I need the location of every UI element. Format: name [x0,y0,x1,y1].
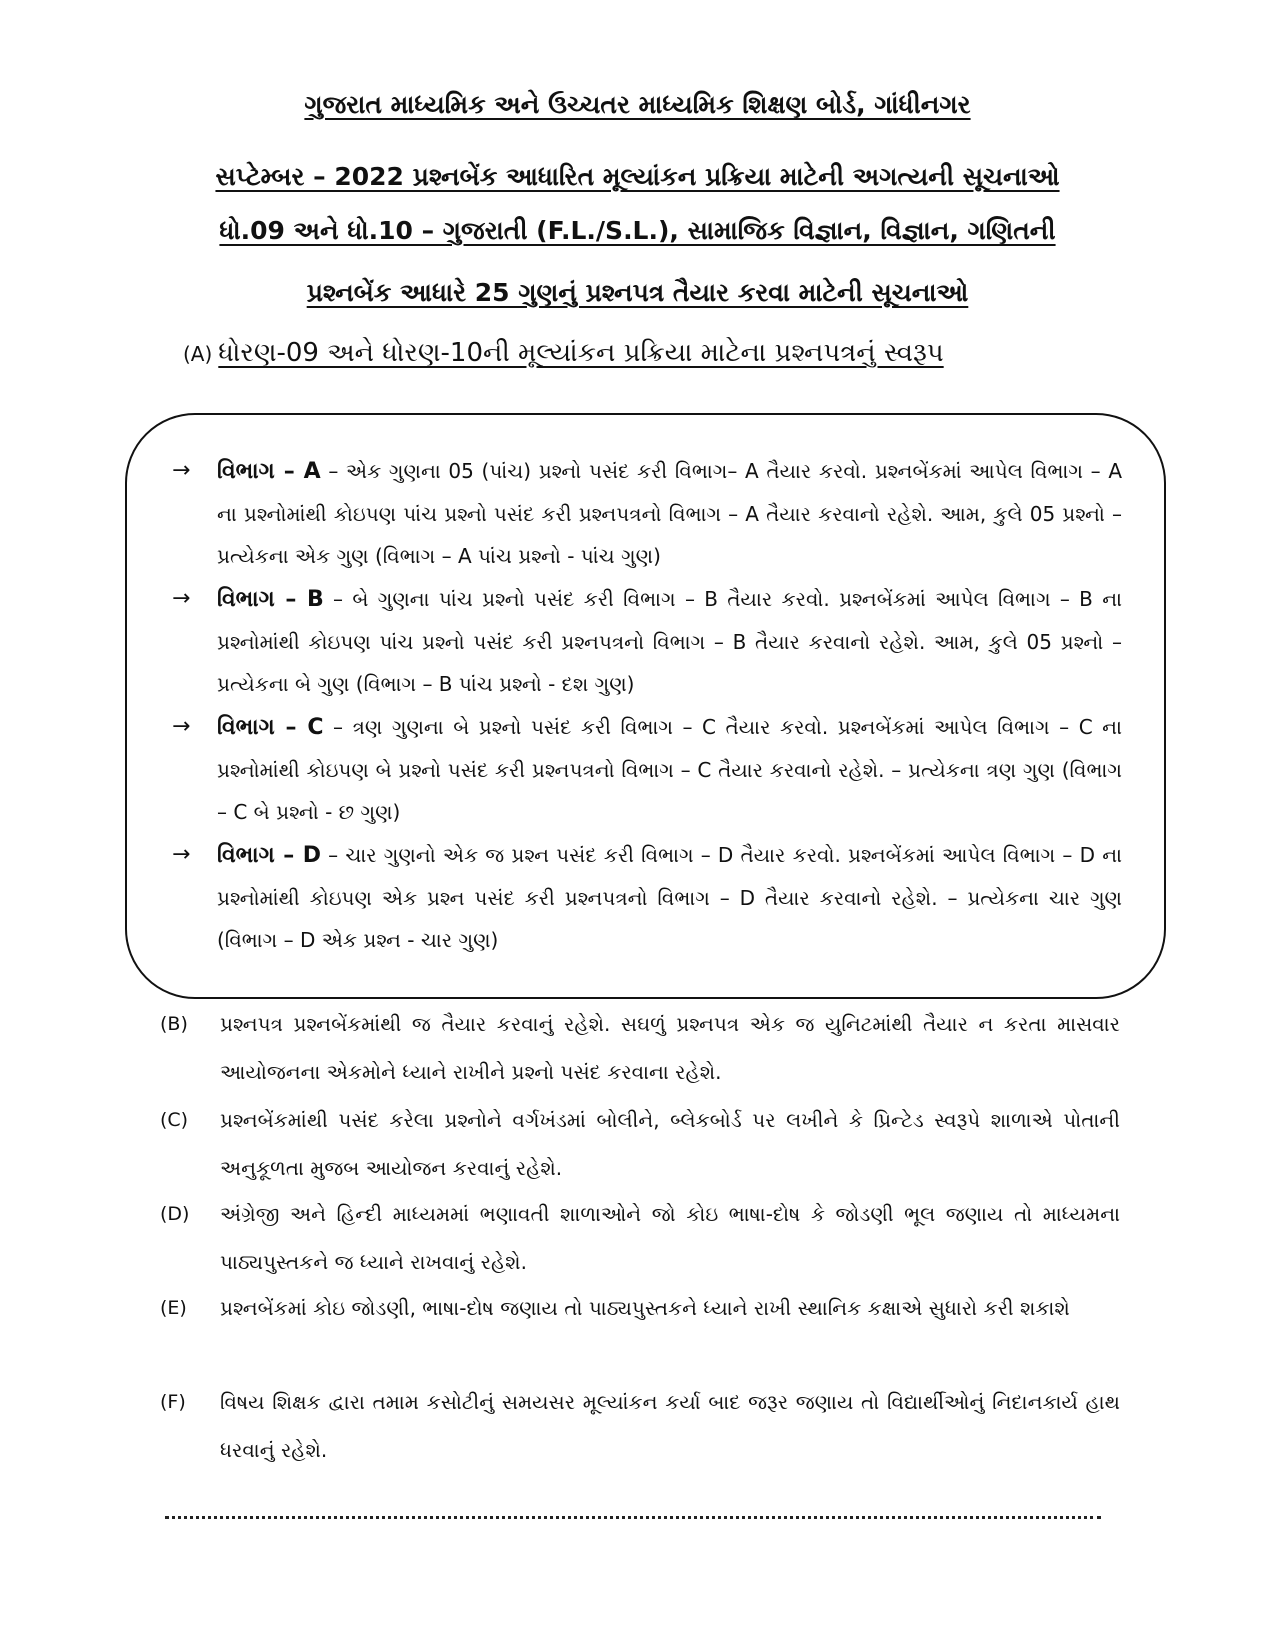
note-label: (B) [160,1013,188,1035]
bullet-vibhag-c [172,706,1122,833]
board-heading-text: ગુજરાત માધ્યમિક અને ઉચ્ચતર માધ્યમિક શિક્ષણ બોર્ડ, ગાંધીનગર [304,90,971,119]
bullet-text: – ત્રણ ગુણના બે પ્રશ્નો પસંદ કરી વિભાગ – C તૈયાર કરવો. પ્રશ્નબેંકમાં આપેલ વિભાગ – C ના પ્રશ્નોમાંથી કોઇપણ બે પ્રશ્નો પસંદ કરી પ્રશ્નપત્રનો વિભાગ – C તૈયાર કરવાનો રહેશે. – પ્રત્યેકના ત્રણ ગુણ (વિભાગ – C બે પ્રશ્નો - છ ગુણ) [217,715,1122,824]
title-line-2 [0,160,1275,194]
note-text: વિષય શિક્ષક દ્વારા તમામ કસોટીનું સમયસર મૂલ્યાંકન કર્યા બાદ જરૂર જણાય તો વિદ્યાર્થીઓનું નિદાનકાર્ય હાથ ધરવાનું રહેશે. [220,1390,1120,1462]
bullet-head: વિભાગ – D [217,843,321,868]
note-label: (C) [160,1109,189,1131]
bullet-content [217,834,1122,961]
note-text: અંગ્રેજી અને હિન્દી માધ્યમમાં ભણાવતી શાળાઓને જો કોઇ ભાષા-દોષ કે જોડણી ભૂલ જણાય તો માધ્યમના પાઠ્યપુસ્તકને જ ધ્યાને રાખવાનું રહેશે. [220,1202,1120,1274]
arrow-icon: → [172,842,191,867]
note-label: (D) [160,1203,190,1225]
title-line-3 [0,214,1275,248]
bullet-vibhag-b [172,578,1122,705]
title-line-3-text: ધો.09 અને ધો.10 – ગુજરાતી (F.L./S.L.), સામાજિક વિજ્ઞાન, વિજ્ઞાન, ગણિતની [219,216,1056,245]
note-d [160,1190,1120,1286]
section-a-heading [183,335,944,372]
section-a-title: ધોરણ-09 અને ધોરણ-10ની મૂલ્યાંકન પ્રક્રિયા માટેના પ્રશ્નપત્રનું સ્વરૂપ [218,338,944,368]
bullet-vibhag-a [172,450,1122,577]
board-heading [0,88,1275,122]
bullet-head: વિભાગ – A [217,459,321,484]
arrow-icon: → [172,714,191,739]
note-label: (E) [160,1297,187,1319]
bullet-content [217,578,1122,705]
bullet-content [217,706,1122,833]
dotted-divider [165,1516,1101,1519]
title-line-4 [0,276,1275,310]
bullet-content [217,450,1122,577]
bullet-text: – એક ગુણના 05 (પાંચ) પ્રશ્નો પસંદ કરી વિભાગ– A તૈયાર કરવો. પ્રશ્નબેંકમાં આપેલ વિભાગ – A ના પ્રશ્નોમાંથી કોઇપણ પાંચ પ્રશ્નો પસંદ કરી પ્રશ્નપત્રનો વિભાગ – A તૈયાર કરવાનો રહેશે. આમ, કુલે 05 પ્રશ્નો – પ્રત્યેકના એક ગુણ (વિભાગ – A પાંચ પ્રશ્નો - પાંચ ગુણ) [217,459,1123,568]
note-b [160,1000,1120,1096]
title-line-4-text: પ્રશ્નબેંક આધારે 25 ગુણનું પ્રશ્નપત્ર તૈયાર કરવા માટેની સૂચનાઓ [306,278,969,307]
note-text: પ્રશ્નપત્ર પ્રશ્નબેંકમાંથી જ તૈયાર કરવાનું રહેશે. સઘળું પ્રશ્નપત્ર એક જ યુનિટમાંથી તૈયાર ન કરતા માસવાર આયોજનના એકમોને ધ્યાને રાખીને પ્રશ્નો પસંદ કરવાના રહેશે. [220,1012,1120,1084]
bullet-text: – બે ગુણના પાંચ પ્રશ્નો પસંદ કરી વિભાગ – B તૈયાર કરવો. પ્રશ્નબેંકમાં આપેલ વિભાગ – B ના પ્રશ્નોમાંથી કોઇપણ પાંચ પ્રશ્નો પસંદ કરી પ્રશ્નપત્રનો વિભાગ – B તૈયાર કરવાનો રહેશે. આમ, કુલે 05 પ્રશ્નો – પ્રત્યેકના બે ગુણ (વિભાગ – B પાંચ પ્રશ્નો - દશ ગુણ) [217,587,1122,696]
bullet-text: – ચાર ગુણનો એક જ પ્રશ્ન પસંદ કરી વિભાગ – D તૈયાર કરવો. પ્રશ્નબેંકમાં આપેલ વિભાગ – D ના પ્રશ્નોમાંથી કોઇપણ એક પ્રશ્ન પસંદ કરી પ્રશ્નપત્રનો વિભાગ – D તૈયાર કરવાનો રહેશે. – પ્રત્યેકના ચાર ગુણ (વિભાગ – D એક પ્રશ્ન - ચાર ગુણ) [217,843,1122,952]
note-e [160,1284,1120,1332]
note-text: પ્રશ્નબેંકમાં કોઇ જોડણી, ભાષા-દોષ જણાય તો પાઠ્યપુસ્તકને ધ્યાને રાખી સ્થાનિક કક્ષાએ સુધારો કરી શકાશે [220,1296,1070,1320]
bullet-head: વિભાગ – B [217,587,324,612]
arrow-icon: → [172,586,191,611]
section-a-label: (A) [183,342,213,366]
arrow-icon: → [172,458,191,483]
bullet-vibhag-d [172,834,1122,961]
bullet-head: વિભાગ – C [217,715,324,740]
note-label: (F) [160,1391,186,1413]
note-f [160,1378,1120,1474]
title-line-2-text: સપ્ટેમ્બર – 2022 પ્રશ્નબેંક આધારિત મૂલ્યાંકન પ્રક્રિયા માટેની અગત્યની સૂચનાઓ [215,162,1060,191]
note-c [160,1096,1120,1192]
note-text: પ્રશ્નબેંકમાંથી પસંદ કરેલા પ્રશ્નોને વર્ગખંડમાં બોલીને, બ્લેકબોર્ડ પર લખીને કે પ્રિન્ટેડ સ્વરૂપે શાળાએ પોતાની અનુકૂળતા મુજબ આયોજન કરવાનું રહેશે. [220,1108,1120,1180]
